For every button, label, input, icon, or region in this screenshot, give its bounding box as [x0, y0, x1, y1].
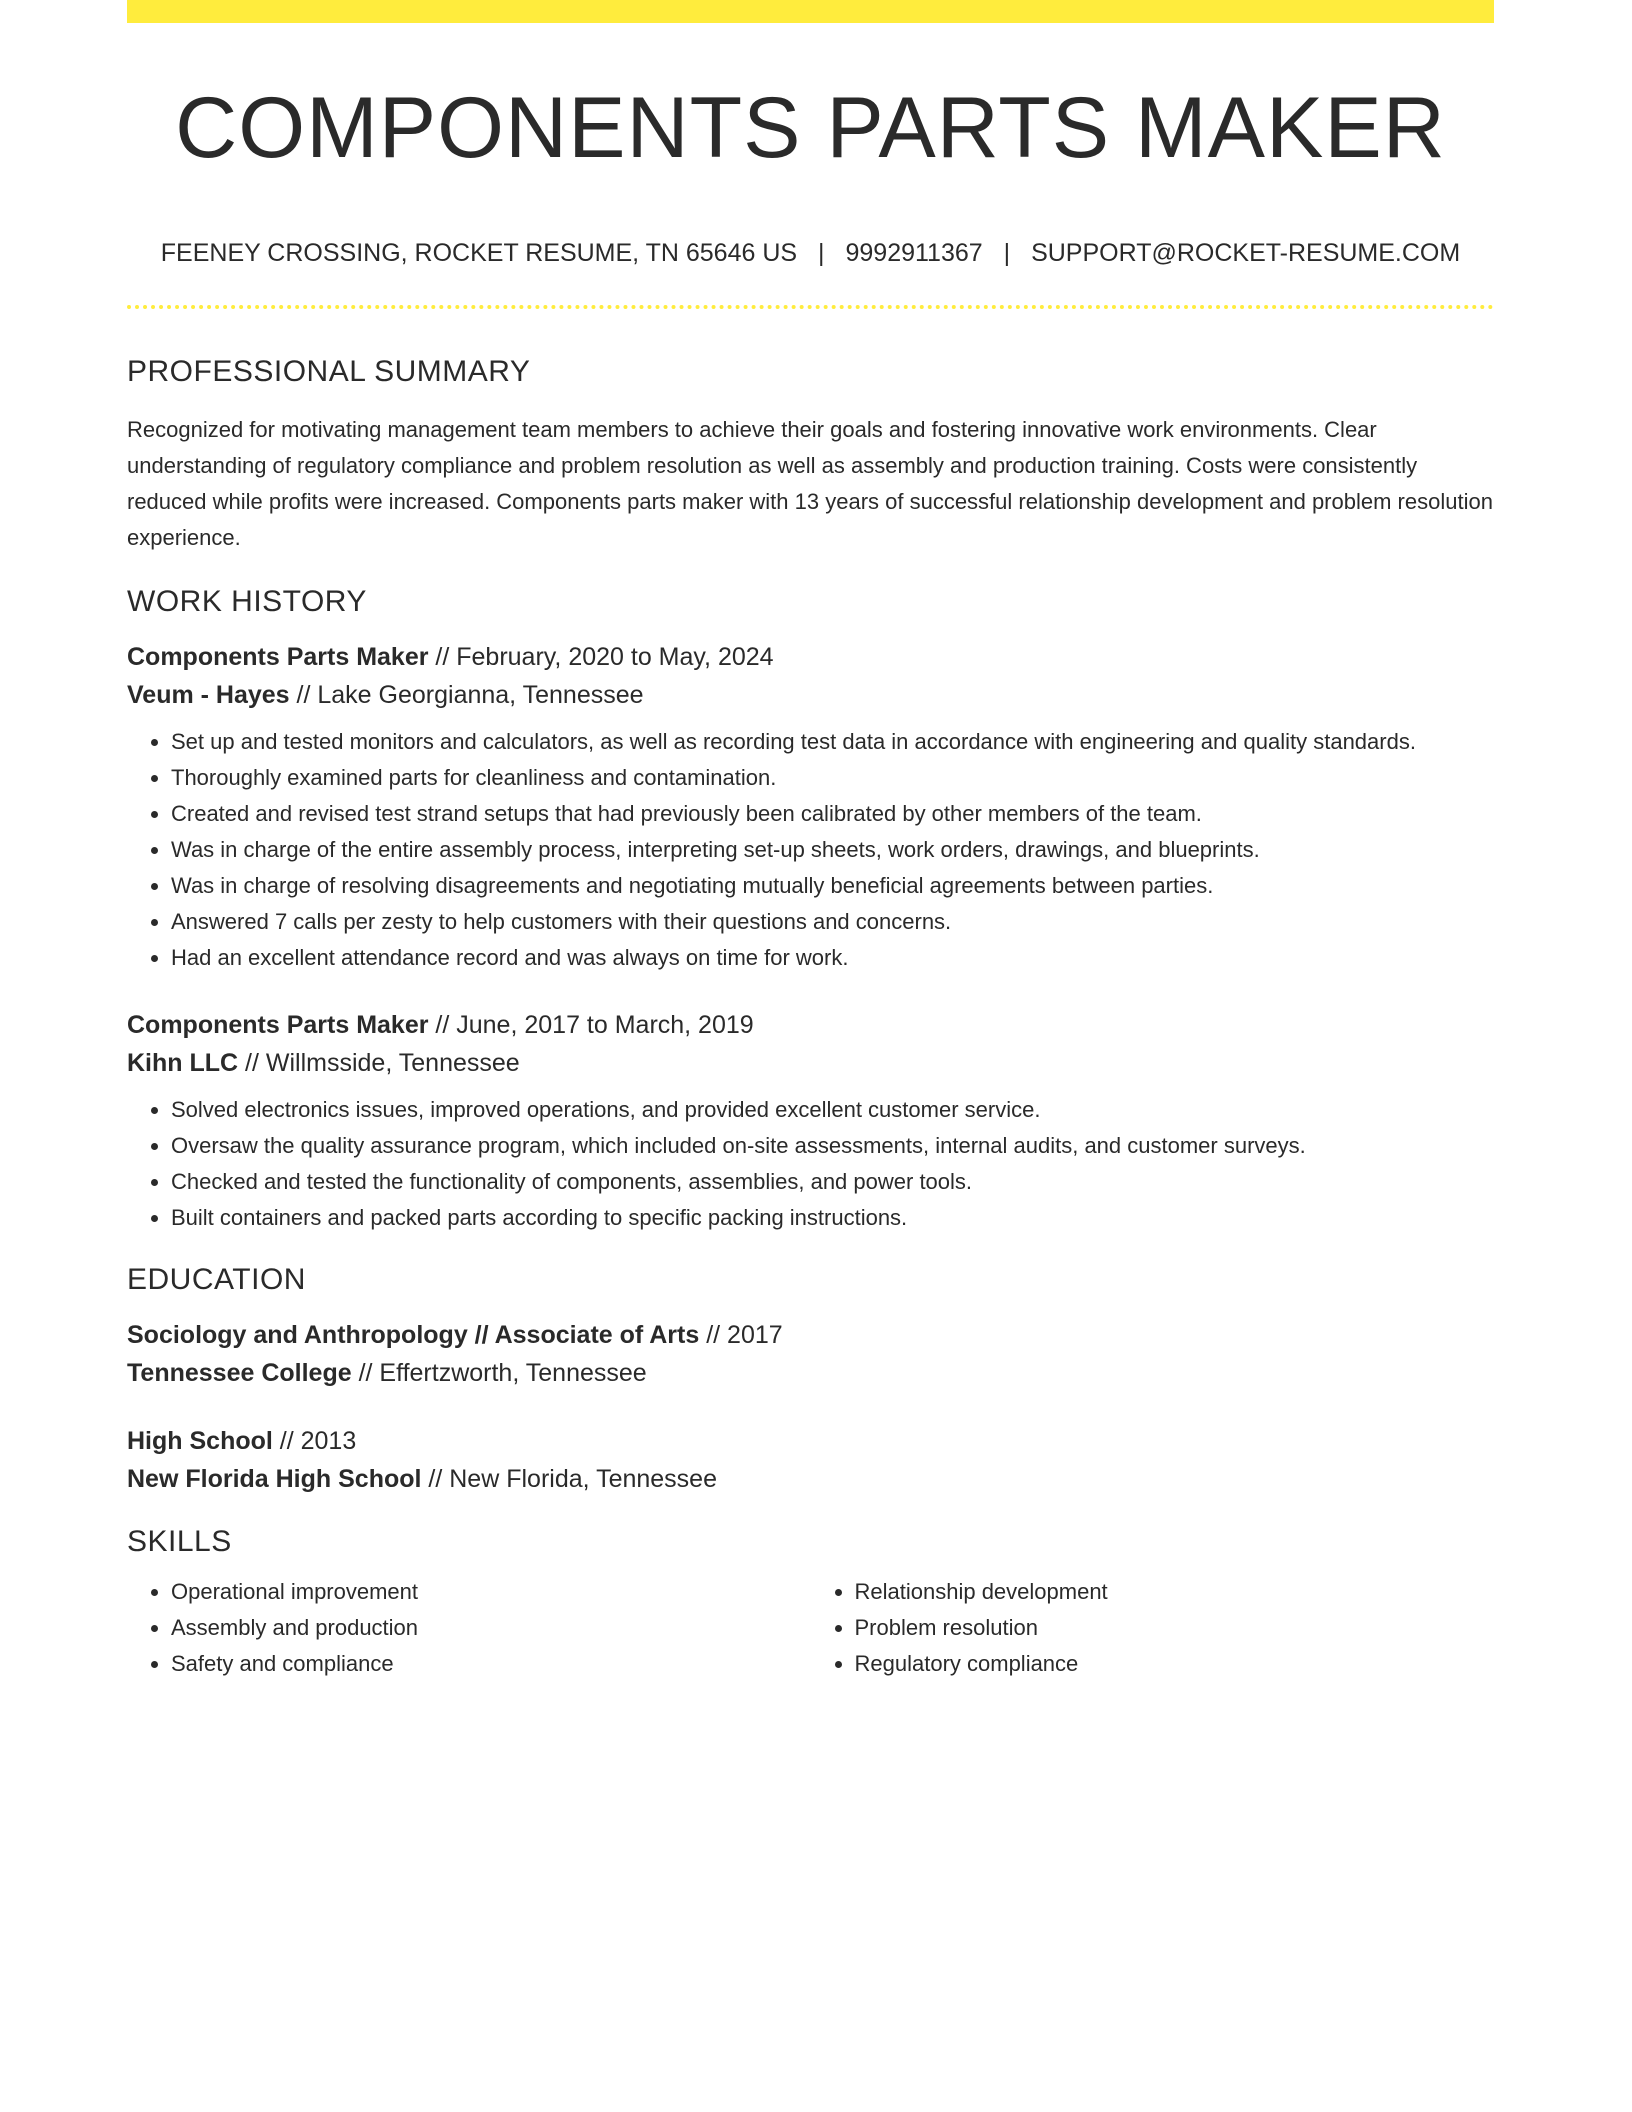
section-title-skills: SKILLS: [127, 1525, 232, 1558]
job-bullets: [127, 724, 1494, 976]
job-role: Components Parts Maker: [127, 643, 429, 671]
skills-left-column: [127, 1574, 811, 1682]
education-entry: [127, 1422, 1494, 1498]
job-role: Components Parts Maker: [127, 1011, 429, 1039]
list-item: • Thoroughly examined parts for cleanliness and contamination.: [171, 760, 1494, 796]
summary-text: Recognized for motivating management team members to achieve their goals and fostering innovative work environments. Clear understanding of regulatory compliance and problem resolution as well as assembly and production training. Costs were consistently reduced while profits were increased. Components parts maker with 13 years of successful relationship development and problem resolution experience.: [127, 417, 1493, 550]
contact-separator: |: [1003, 239, 1011, 267]
school-line: [127, 1354, 1494, 1392]
list-item: • Set up and tested monitors and calculators, as well as recording test data in accordance with engineering and quality standards.: [171, 724, 1494, 760]
job-entry: [127, 638, 1494, 976]
job-company: Veum - Hayes: [127, 681, 290, 709]
school-location: // Effertzworth, Tennessee: [351, 1359, 647, 1387]
job-title-line: [127, 1006, 1494, 1044]
contact-line: [127, 236, 1494, 270]
list-item: • Had an excellent attendance record and was always on time for work.: [171, 940, 1494, 976]
contact-email: SUPPORT@ROCKET-RESUME.COM: [1031, 239, 1461, 267]
list-item: • Answered 7 calls per zesty to help customers with their questions and concerns.: [171, 904, 1494, 940]
contact-phone: 9992911367: [845, 239, 983, 267]
contact-separator: |: [818, 239, 825, 267]
work-history-section: [127, 580, 1494, 1236]
candidate-name: COMPONENTS PARTS MAKER: [175, 80, 1446, 176]
job-title-line: [127, 638, 1494, 676]
skills-grid: [127, 1574, 1494, 1682]
list-item: • Oversaw the quality assurance program, which included on-site assessments, internal audits, and customer surveys.: [171, 1128, 1494, 1164]
list-item: • Was in charge of the entire assembly process, interpreting set-up sheets, work orders, drawings, and blueprints.: [171, 832, 1494, 868]
degree-line: [127, 1422, 1494, 1460]
job-company-line: [127, 1044, 1494, 1082]
skill-item: • Problem resolution: [855, 1610, 1495, 1646]
accent-bar: [127, 0, 1494, 23]
skill-item: • Assembly and production: [171, 1610, 811, 1646]
section-title-education: EDUCATION: [127, 1263, 306, 1296]
degree-line: [127, 1316, 1494, 1354]
degree-year: // 2017: [699, 1321, 783, 1349]
contact-address: FEENEY CROSSING, ROCKET RESUME, TN 65646 US: [160, 239, 798, 267]
job-company-line: [127, 676, 1494, 714]
school-location: // New Florida, Tennessee: [421, 1465, 717, 1493]
job-dates: // February, 2020 to May, 2024: [428, 643, 774, 671]
job-dates: // June, 2017 to March, 2019: [428, 1011, 754, 1039]
education-section: [127, 1258, 1494, 1498]
skills-section: [127, 1520, 1494, 1682]
job-entry: [127, 1006, 1494, 1236]
list-item: • Created and revised test strand setups that had previously been calibrated by other members of the team.: [171, 796, 1494, 832]
school-line: [127, 1460, 1494, 1498]
list-item: • Checked and tested the functionality of components, assemblies, and power tools.: [171, 1164, 1494, 1200]
degree: Sociology and Anthropology // Associate of Arts: [127, 1321, 700, 1349]
school: New Florida High School: [127, 1465, 422, 1493]
job-location: // Willmsside, Tennessee: [238, 1049, 520, 1077]
job-bullets: [127, 1092, 1494, 1236]
skill-item: • Regulatory compliance: [855, 1646, 1495, 1682]
summary-section: [127, 350, 1494, 556]
degree: High School: [127, 1427, 273, 1455]
divider: [127, 305, 1494, 309]
job-company: Kihn LLC: [127, 1049, 239, 1077]
skills-right-column: [811, 1574, 1495, 1682]
list-item: • Solved electronics issues, improved operations, and provided excellent customer service.: [171, 1092, 1494, 1128]
list-item: • Was in charge of resolving disagreements and negotiating mutually beneficial agreements between parties.: [171, 868, 1494, 904]
resume-content: [127, 350, 1494, 1682]
degree-year: // 2013: [272, 1427, 357, 1455]
education-entry: [127, 1316, 1494, 1392]
list-item: • Built containers and packed parts according to specific packing instructions.: [171, 1200, 1494, 1236]
school: Tennessee College: [127, 1359, 352, 1387]
section-title-summary: PROFESSIONAL SUMMARY: [127, 355, 531, 388]
skill-item: • Relationship development: [855, 1574, 1495, 1610]
skill-item: • Safety and compliance: [171, 1646, 811, 1682]
job-location: // Lake Georgianna, Tennessee: [289, 681, 644, 709]
skill-item: • Operational improvement: [171, 1574, 811, 1610]
section-title-work-history: WORK HISTORY: [127, 585, 367, 618]
